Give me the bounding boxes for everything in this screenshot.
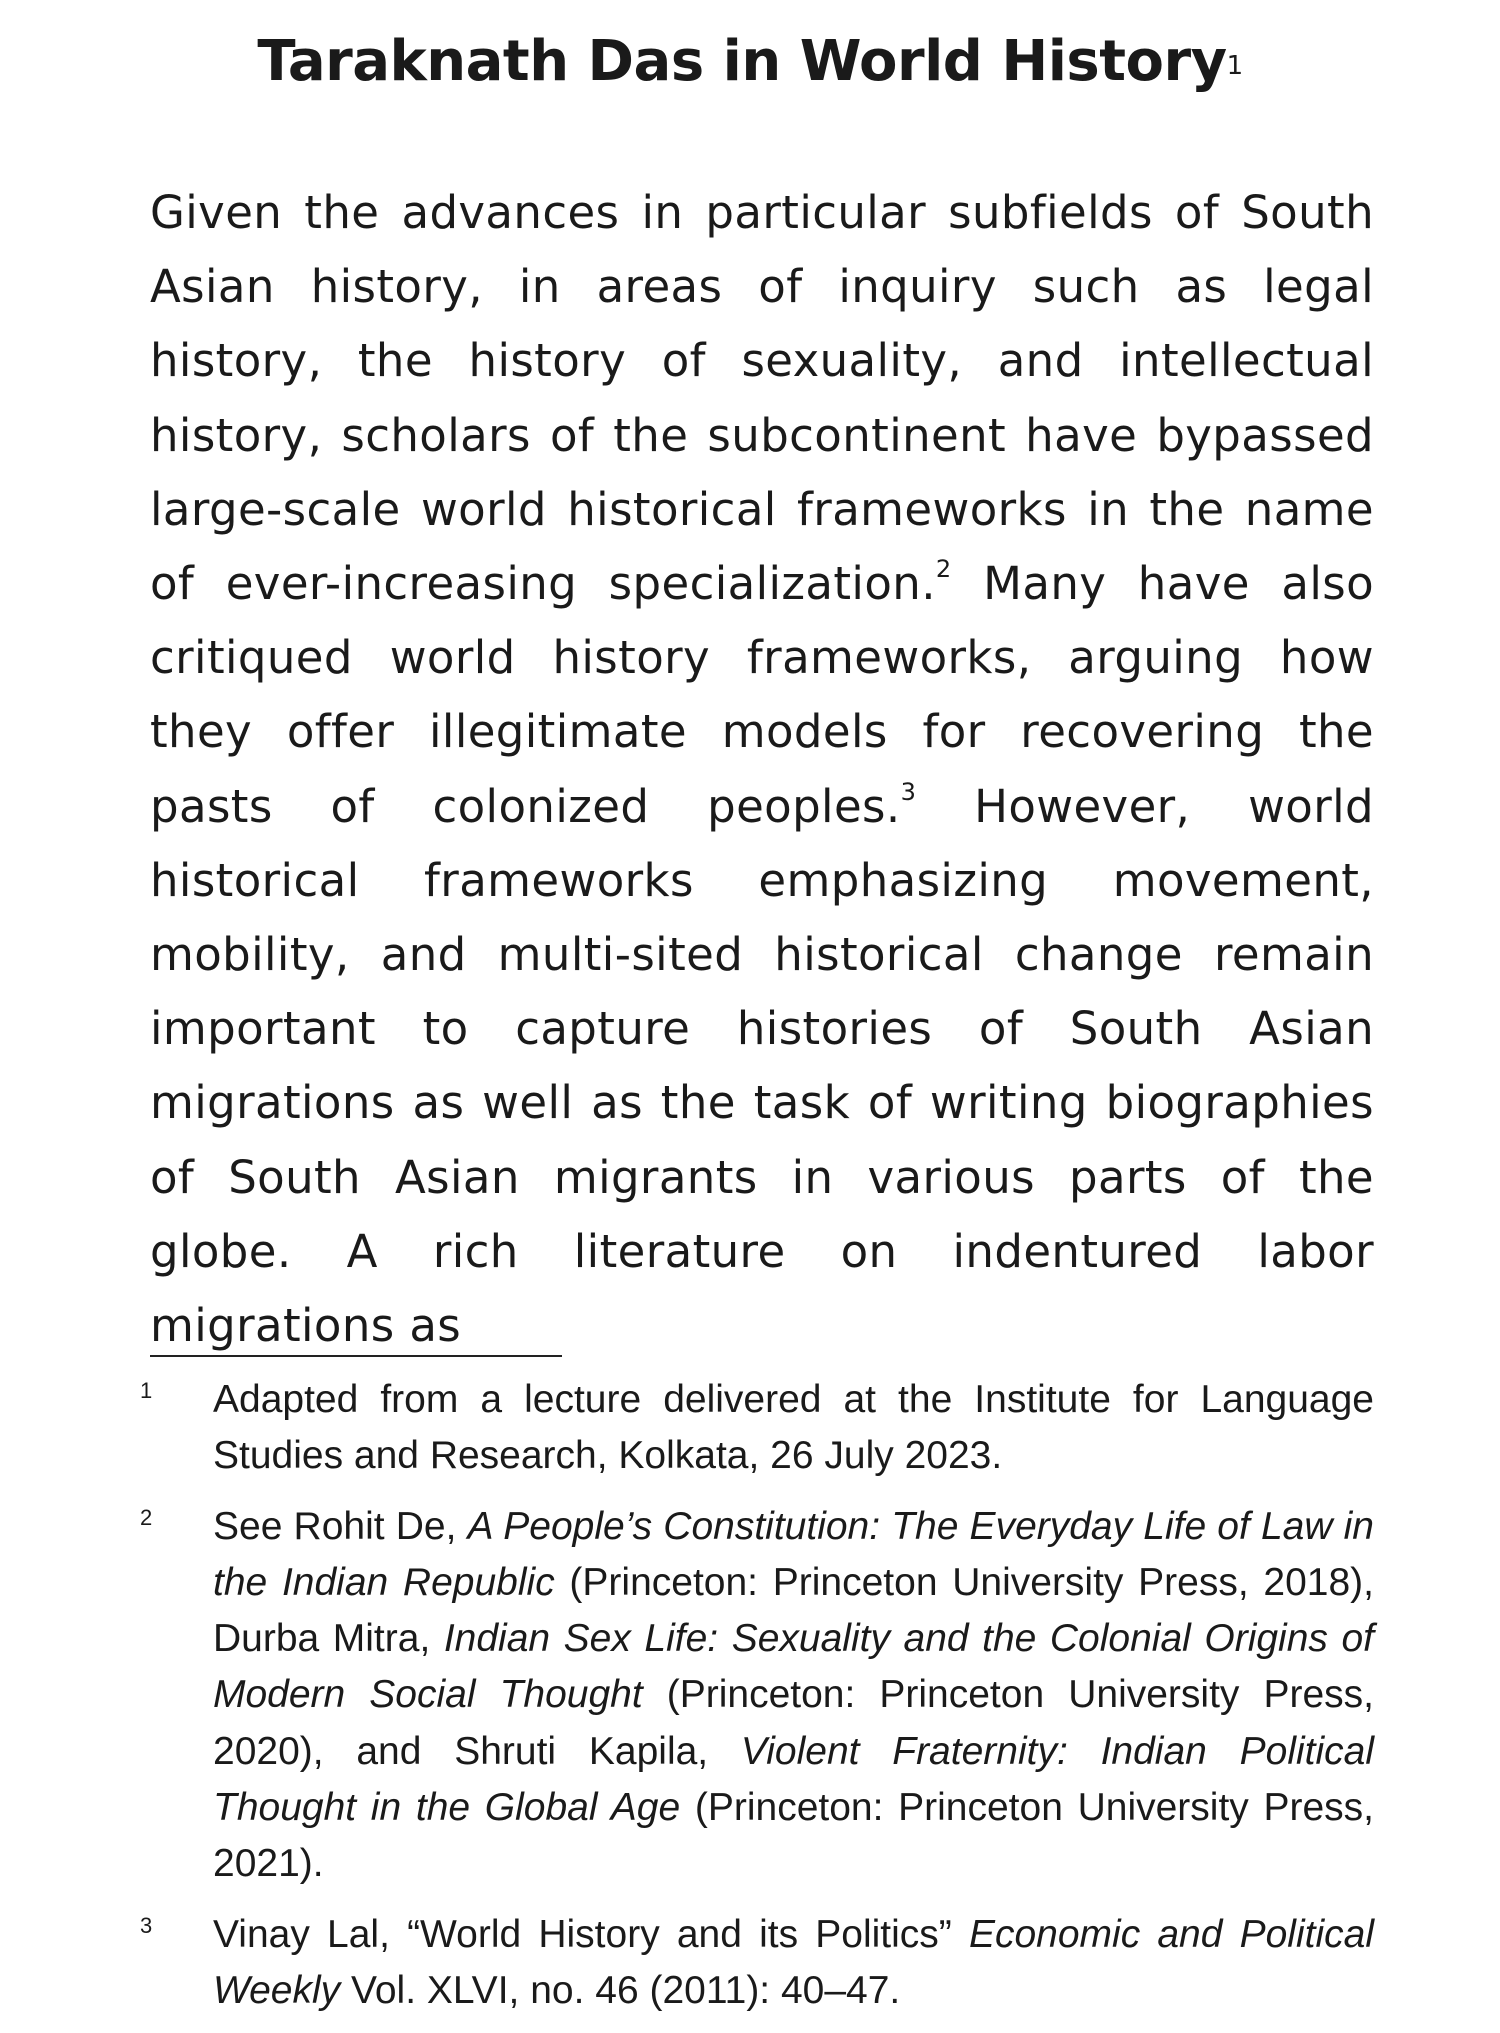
footnote-text-segment: See Rohit De, (213, 1504, 468, 1548)
title-footnote-marker: 1 (1226, 51, 1243, 81)
footnote-1 (140, 1372, 1374, 1485)
footnote-ref-3: 3 (900, 777, 917, 806)
body-text-part-1: Given the advances in particular subfields of South Asian history, in areas of inquiry such as legal history, the history of sexuality, and intellectual history, scholars of the subcontinent have bypassed large-scale world historical frameworks in the name of ever-increasing specialization. (150, 186, 1374, 611)
footnote-text (213, 1913, 1374, 2012)
book-title: Violent Fraternity: Indian Political Thought in the Global Age (213, 1729, 1375, 1830)
footnote-text-segment: Vol. XLVI, no. 46 (2011): 40–47. (340, 1968, 901, 2012)
footnote-separator (150, 1355, 562, 1357)
body-text-part-2: Many have also critiqued world history frameworks, arguing how they offer illegitimate models for recovering the pasts of colonized peoples. (150, 557, 1375, 833)
title-text: Taraknath Das in World History (257, 29, 1227, 94)
footnote-3 (140, 1907, 1374, 2020)
footnote-ref-2: 2 (935, 555, 952, 584)
footnote-2 (140, 1499, 1374, 1893)
footnote-number: 1 (140, 1378, 153, 1403)
footnote-text (213, 1505, 1374, 1886)
body-paragraph (150, 176, 1374, 1363)
footnote-text-segment: (Princeton: Princeton University Press, 2021). (213, 1786, 1375, 1886)
footnote-text-segment: (Princeton: Princeton University Press, 2018), Durba Mitra, (213, 1560, 1375, 1661)
footnotes (140, 1372, 1374, 2033)
footnote-number: 2 (140, 1504, 153, 1530)
footnote-number: 3 (140, 1912, 153, 1938)
book-title: Indian Sex Life: Sexuality and the Colonial Origins of Modern Social Thought (213, 1617, 1374, 1717)
footnote-text-segment: (Princeton: Princeton University Press, 2020), and Shruti Kapila, (213, 1673, 1374, 1773)
book-title: A People’s Constitution: The Everyday Life of Law in the Indian Republic (213, 1504, 1374, 1604)
footnote-text: Adapted from a lecture delivered at the Institute for Language Studies and Research, Kolkata, 26 July 2023. (213, 1378, 1374, 1478)
body-text-part-3: However, world historical frameworks emphasizing movement, mobility, and multi-sited historical change remain important to capture histories of South Asian migrations as well as the task of writing biographies of South Asian migrants in various parts of the globe. A rich literature on indentured labor migrations as (150, 779, 1374, 1353)
journal-title: Economic and Political Weekly (213, 1912, 1374, 2012)
footnote-text-segment: Vinay Lal, “World History and its Politics” (213, 1912, 969, 1956)
page-title (0, 22, 1500, 102)
